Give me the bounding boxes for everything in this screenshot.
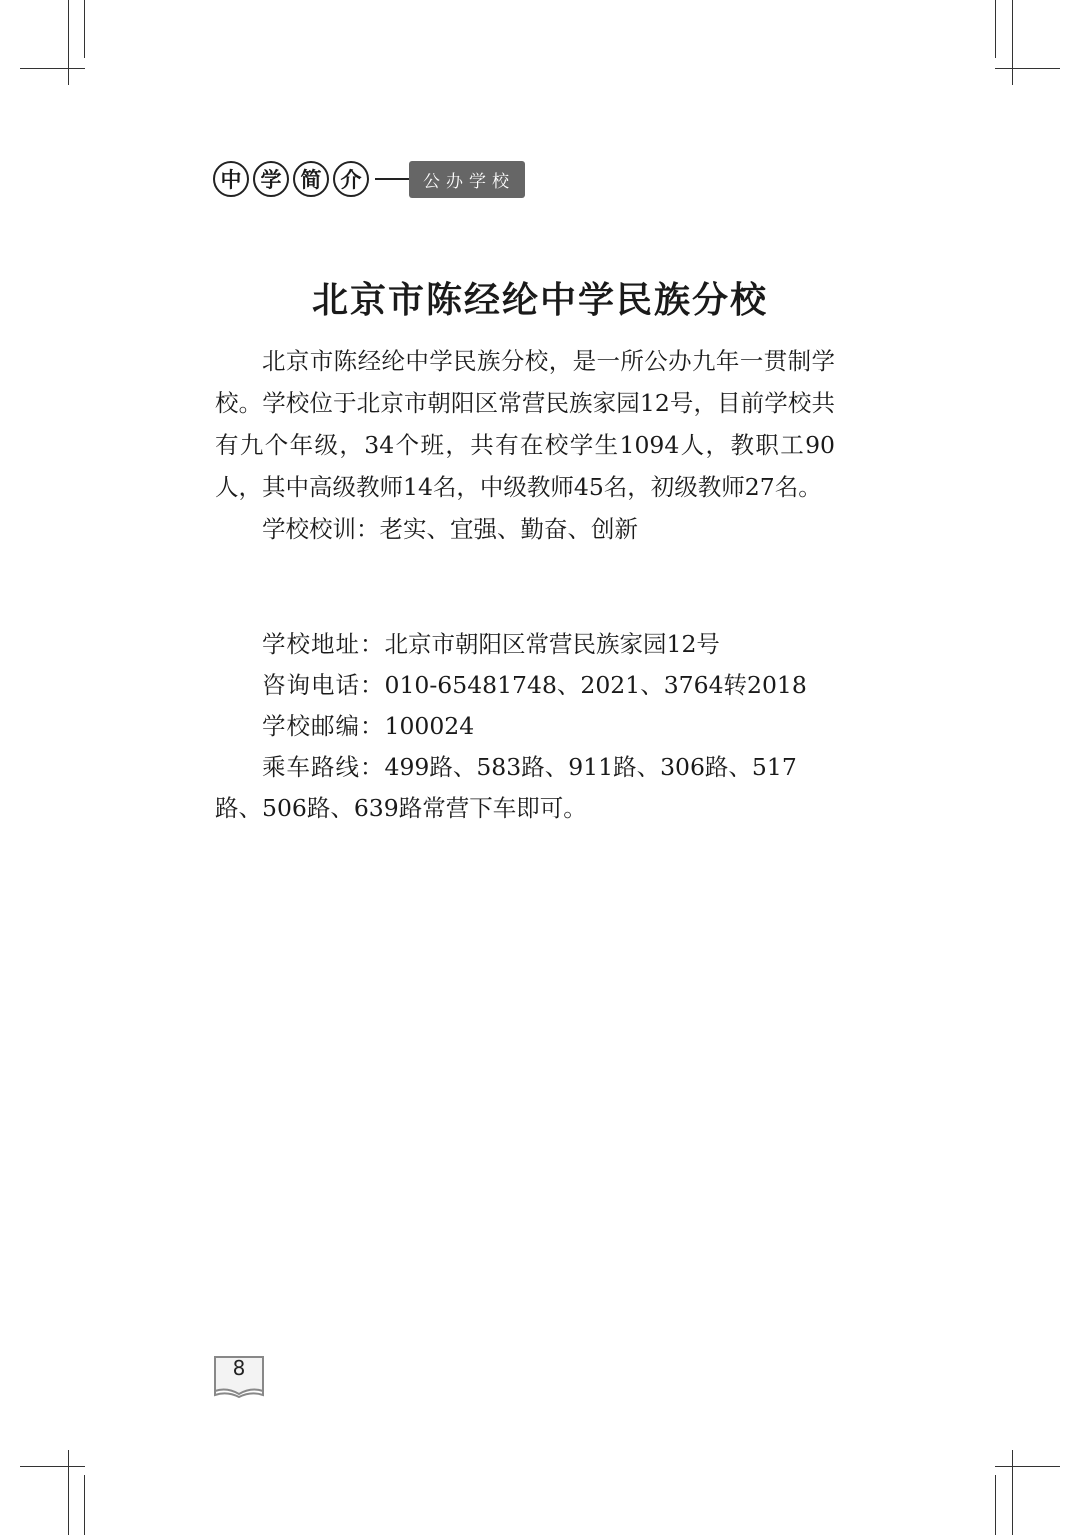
info-section	[215, 624, 835, 829]
route-value: 499路、583路、911路、306路、517路、506路、639路常营下车即可。	[215, 753, 797, 822]
page-title: 北京市陈经纶中学民族分校	[311, 280, 768, 321]
phone-value: 010-65481748、2021、3764转2018	[384, 671, 807, 699]
crop-mark	[995, 0, 996, 58]
crop-mark	[1012, 0, 1013, 85]
crop-mark	[20, 1466, 85, 1467]
section-header	[213, 158, 525, 200]
phone-line	[215, 665, 835, 706]
zip-label: 学校邮编：	[262, 712, 385, 740]
crop-mark	[995, 68, 1060, 69]
intro-section	[215, 340, 835, 550]
zip-line	[215, 706, 835, 747]
header-rule	[375, 178, 409, 180]
motto-paragraph: 学校校训：老实、宜强、勤奋、创新	[262, 515, 638, 543]
crop-mark	[84, 1475, 85, 1535]
circled-char: 学	[253, 161, 289, 197]
crop-mark	[20, 68, 85, 69]
route-label: 乘车路线：	[262, 753, 385, 781]
category-tag: 公办学校	[409, 161, 525, 198]
zip-value: 100024	[384, 712, 475, 740]
address-line	[215, 624, 835, 665]
crop-mark	[995, 1466, 1060, 1467]
crop-mark	[995, 1475, 996, 1535]
crop-mark	[84, 0, 85, 58]
circled-char: 介	[333, 161, 369, 197]
crop-mark	[68, 0, 69, 85]
crop-mark	[68, 1450, 69, 1535]
phone-label: 咨询电话：	[262, 671, 385, 699]
address-value: 北京市朝阳区常营民族家园12号	[384, 630, 720, 658]
circled-char: 中	[213, 161, 249, 197]
circled-char: 简	[293, 161, 329, 197]
address-label: 学校地址：	[262, 630, 385, 658]
route-line	[215, 747, 835, 829]
crop-mark	[1012, 1450, 1013, 1535]
intro-paragraph: 北京市陈经纶中学民族分校，是一所公办九年一贯制学校。学校位于北京市朝阳区常营民族家园12号，目前学校共有九个年级，34个班，共有在校学生1094人，教职工90人，其中高级教师14名，中级教师45名，初级教师27名。	[215, 347, 835, 501]
page-number: 8	[232, 1356, 246, 1380]
